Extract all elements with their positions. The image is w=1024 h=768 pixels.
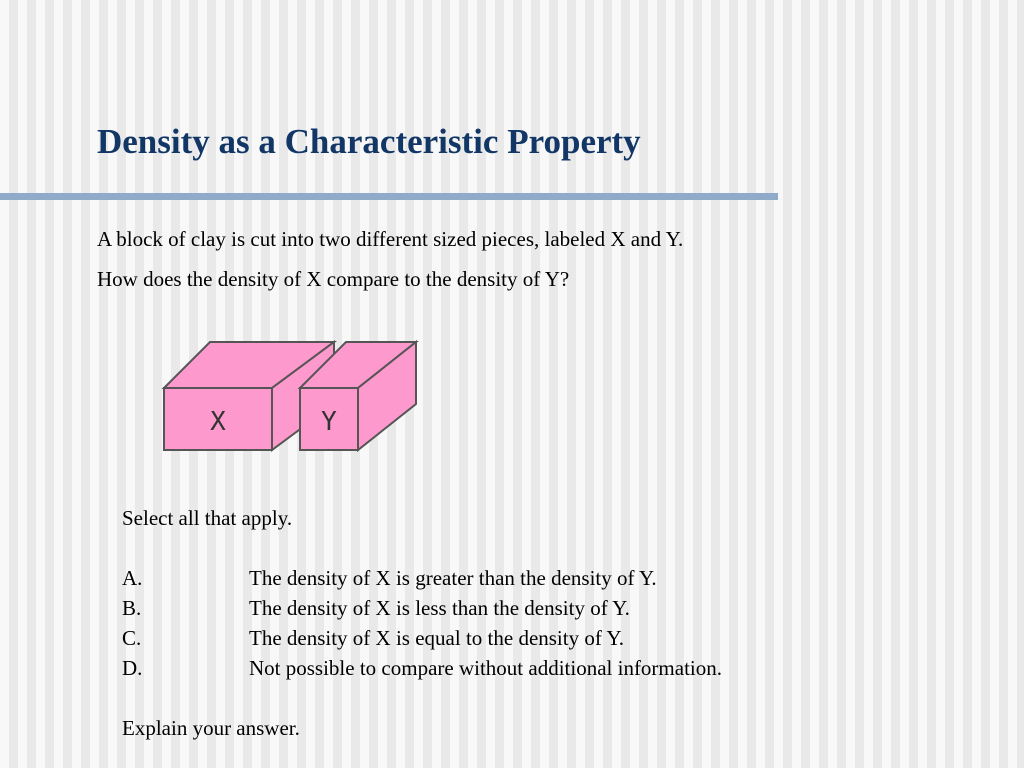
option-text: The density of X is equal to the density of Y. — [249, 626, 625, 650]
option-letter: A. — [122, 566, 143, 590]
option-b — [122, 593, 882, 623]
instruction-text: Select all that apply. — [122, 506, 293, 530]
option-c — [122, 623, 882, 653]
intro-text-line-1: A block of clay is cut into two different sized pieces, labeled X and Y. — [97, 227, 684, 251]
option-d — [122, 653, 882, 683]
title-divider — [0, 193, 778, 200]
option-letter: B. — [122, 596, 142, 620]
slide-title: Density as a Characteristic Property — [97, 122, 641, 161]
answer-choices — [122, 503, 882, 743]
option-letter: C. — [122, 626, 142, 650]
option-text: Not possible to compare without additional information. — [249, 656, 723, 680]
option-letter: D. — [122, 656, 143, 680]
option-text: The density of X is less than the density of Y. — [249, 596, 630, 620]
option-a — [122, 563, 882, 593]
option-text: The density of X is greater than the density of Y. — [249, 566, 657, 590]
clay-blocks-drawing — [160, 338, 424, 454]
clay-blocks-figure — [160, 338, 424, 454]
block-x-label: X — [210, 407, 226, 437]
spacer — [122, 533, 882, 563]
block-y-label: Y — [321, 407, 337, 437]
spacer — [122, 683, 882, 713]
explain-prompt: Explain your answer. — [122, 716, 300, 740]
intro-text-line-2: How does the density of X compare to the density of Y? — [97, 267, 570, 291]
